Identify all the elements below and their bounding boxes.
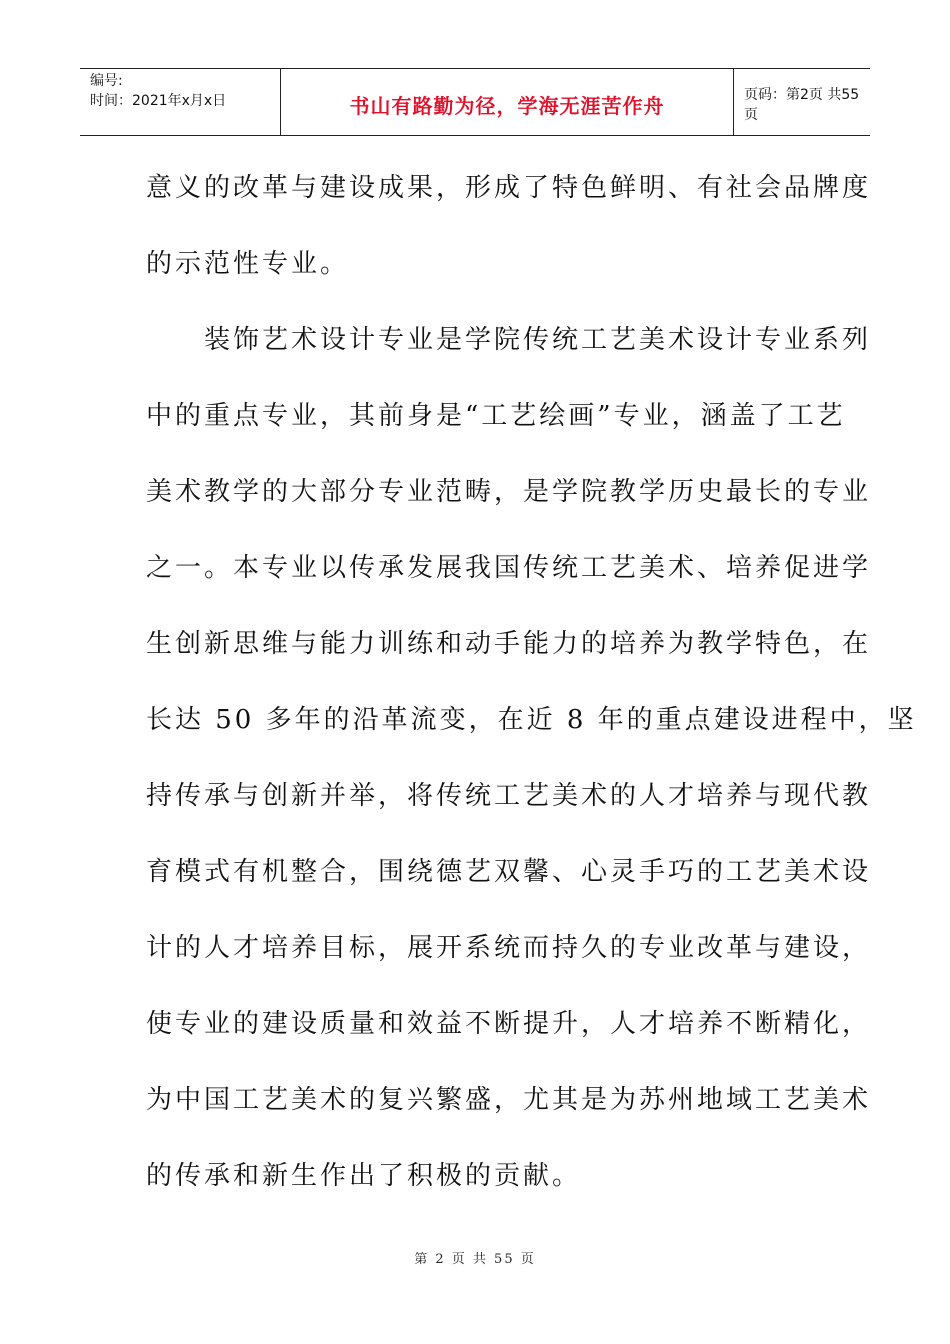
header-page-info-cell — [734, 69, 870, 135]
header-motto-cell — [280, 69, 734, 135]
text-line: 之一。本专业以传承发展我国传统工艺美术、培养促进学 — [146, 553, 872, 583]
text-line: 中的重点专业，其前身是“工艺绘画”专业，涵盖了工艺 — [146, 401, 846, 431]
text-line: 美术教学的大部分专业范畴，是学院教学历史最长的专业 — [146, 477, 872, 507]
text-line: 长达 50 多年的沿革流变，在近 8 年的重点建设进程中，坚 — [146, 705, 917, 735]
paragraph-1 — [146, 160, 872, 292]
text-line: 育模式有机整合，围绕德艺双馨、心灵手巧的工艺美术设 — [146, 857, 872, 887]
document-header — [80, 68, 870, 136]
text-line: 意义的改革与建设成果，形成了特色鲜明、有社会品牌度 — [146, 173, 872, 203]
page-footer: 第 2 页 共 55 页 — [414, 1252, 536, 1267]
document-number-label: 编号: — [90, 73, 123, 89]
text-line: 生创新思维与能力训练和动手能力的培养为教学特色，在 — [146, 629, 872, 659]
header-meta — [80, 69, 280, 135]
text-line: 计的人才培养目标，展开系统而持久的专业改革与建设， — [146, 933, 872, 963]
text-line: 为中国工艺美术的复兴繁盛，尤其是为苏州地域工艺美术 — [146, 1085, 872, 1115]
text-line: 装饰艺术设计专业是学院传统工艺美术设计专业系列 — [146, 325, 872, 355]
header-page-info: 页码：第2页 共55页 — [744, 87, 860, 123]
paragraph-2 — [146, 312, 917, 1204]
text-line: 的传承和新生作出了积极的贡献。 — [146, 1161, 582, 1191]
text-line: 的示范性专业。 — [146, 249, 350, 279]
text-line: 使专业的建设质量和效益不断提升，人才培养不断精化， — [146, 1009, 872, 1039]
document-date: 时间：2021年x月x日 — [90, 93, 227, 109]
document-body — [146, 160, 917, 1204]
header-motto: 书山有路勤为径，学海无涯苦作舟 — [349, 93, 665, 118]
text-line: 持传承与创新并举，将传统工艺美术的人才培养与现代教 — [146, 781, 872, 811]
